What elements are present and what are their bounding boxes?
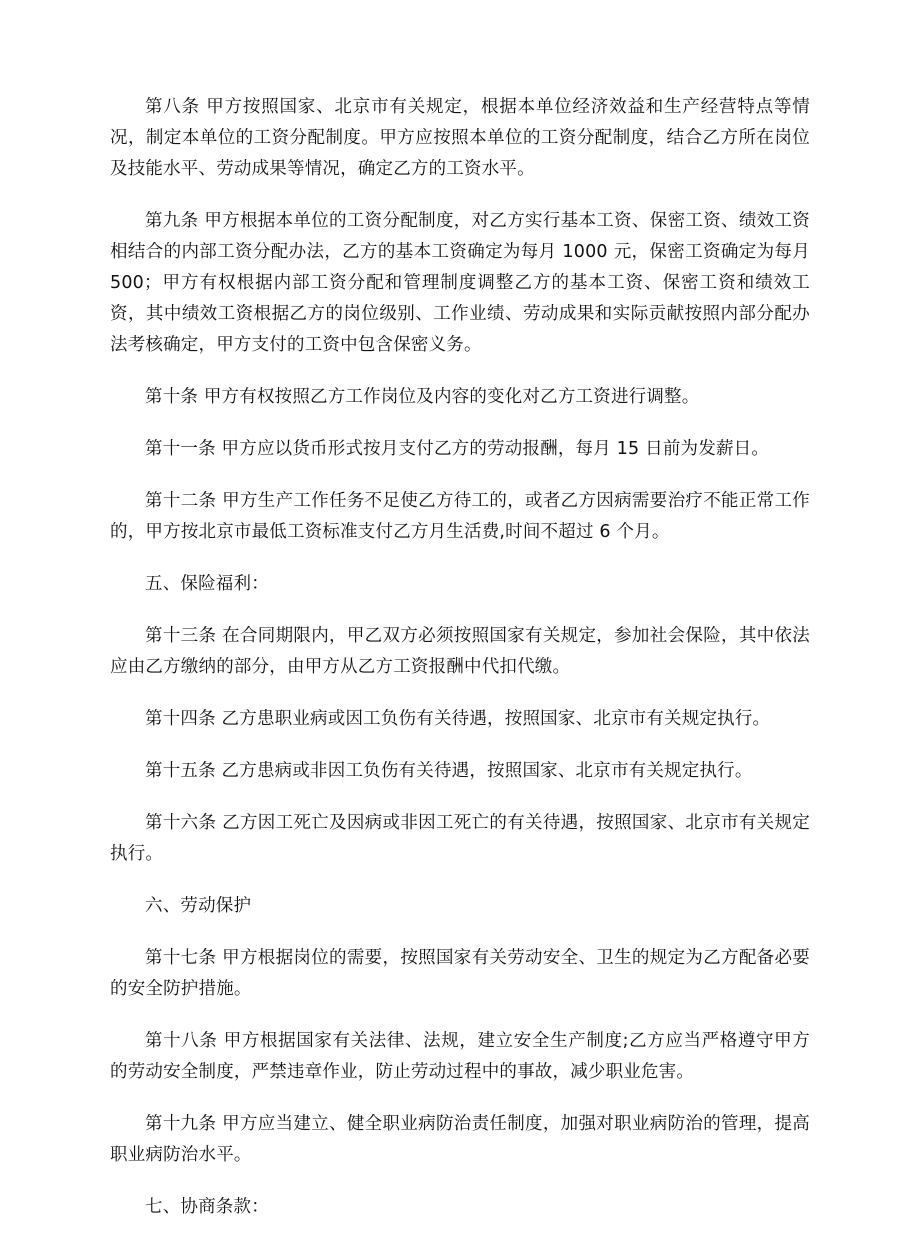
article-12: 第十二条 甲方生产工作任务不足使乙方待工的，或者乙方因病需要治疗不能正常工作的，甲方按北京市最低工资标准支付乙方月生活费,时间不超过 6 个月。 — [110, 491, 810, 542]
article-19: 第十九条 甲方应当建立、健全职业病防治责任制度，加强对职业病防治的管理，提高职业病防治水平。 — [110, 1114, 810, 1165]
document-body — [110, 92, 810, 1244]
section-heading-insurance-welfare: 五、保险福利： — [145, 574, 269, 594]
section-heading-labor-protection: 六、劳动保护 — [145, 896, 252, 916]
article-18: 第十八条 甲方根据国家有关法律、法规，建立安全生产制度;乙方应当严格遵守甲方的劳动安全制度，严禁违章作业，防止劳动过程中的事故，减少职业危害。 — [110, 1031, 810, 1082]
article-15: 第十五条 乙方患病或非因工负伤有关待遇，按照国家、北京市有关规定执行。 — [145, 761, 753, 781]
article-9: 第九条 甲方根据本单位的工资分配制度，对乙方实行基本工资、保密工资、绩效工资相结合的内部工资分配办法，乙方的基本工资确定为每月 1000 元，保密工资确定为每月 500；甲方有权根据内部工资分配和管理制度调整乙方的基本工资、保密工资和绩效工资，其中绩效工资根据乙方的岗位级别、工作业绩、劳动成果和实际贡献按照内部分配办法考核确定，甲方支付的工资中包含保密义务。 — [110, 211, 810, 355]
article-14: 第十四条 乙方患职业病或因工负伤有关待遇，按照国家、北京市有关规定执行。 — [145, 709, 771, 729]
article-16: 第十六条 乙方因工死亡及因病或非因工死亡的有关待遇，按照国家、北京市有关规定执行。 — [110, 813, 810, 864]
article-17: 第十七条 甲方根据岗位的需要，按照国家有关劳动安全、卫生的规定为乙方配备必要的安全防护措施。 — [110, 948, 810, 999]
article-10: 第十条 甲方有权按照乙方工作岗位及内容的变化对乙方工资进行调整。 — [145, 387, 700, 407]
article-8: 第八条 甲方按照国家、北京市有关规定，根据本单位经济效益和生产经营特点等情况，制定本单位的工资分配制度。甲方应按照本单位的工资分配制度，结合乙方所在岗位及技能水平、劳动成果等情况，确定乙方的工资水平。 — [110, 97, 810, 179]
article-11: 第十一条 甲方应以货币形式按月支付乙方的劳动报酬，每月 15 日前为发薪日。 — [145, 439, 770, 459]
section-heading-negotiated-terms: 七、协商条款： — [145, 1197, 269, 1217]
article-13: 第十三条 在合同期限内，甲乙双方必须按照国家有关规定，参加社会保险，其中依法应由乙方缴纳的部分，由甲方从乙方工资报酬中代扣代缴。 — [110, 626, 810, 677]
